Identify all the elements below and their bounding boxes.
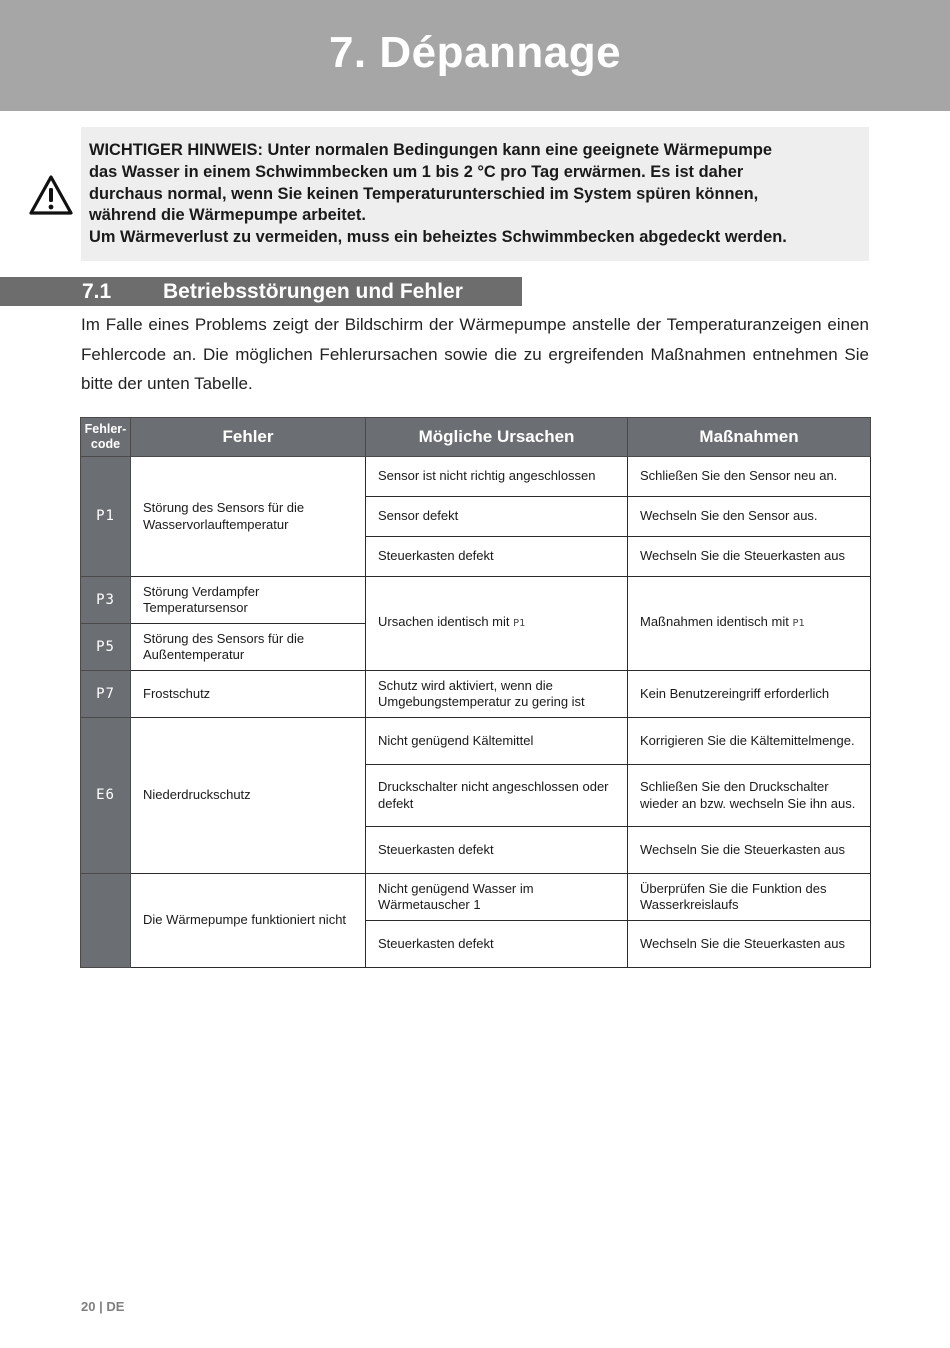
action-cell: Wechseln Sie die Steuerkasten aus — [628, 827, 871, 874]
fault-cell: Störung des Sensors für die Wasservorlauftemperatur — [131, 457, 366, 577]
error-code — [81, 874, 131, 968]
important-notice — [81, 127, 869, 261]
header-causes: Mögliche Ursachen — [366, 418, 628, 457]
action-cell: Maßnahmen identisch mit P1 — [628, 577, 871, 671]
code-reference: P1 — [513, 618, 526, 630]
section-number: 7.1 — [82, 280, 112, 303]
table-header-row — [81, 418, 871, 457]
action-cell: Schließen Sie den Sensor neu an. — [628, 457, 871, 497]
table-row — [81, 577, 871, 624]
error-code: P5 — [81, 624, 131, 671]
header-code: Fehler- code — [81, 418, 131, 457]
action-cell: Wechseln Sie die Steuerkasten aus — [628, 537, 871, 577]
cause-cell: Ursachen identisch mit P1 — [366, 577, 628, 671]
action-cell: Schließen Sie den Druckschalter wieder an bzw. wechseln Sie ihn aus. — [628, 765, 871, 827]
table-row — [81, 671, 871, 718]
cause-cell: Druckschalter nicht angeschlossen oder defekt — [366, 765, 628, 827]
table-row — [81, 718, 871, 765]
error-code: P1 — [81, 457, 131, 577]
table-row — [81, 874, 871, 921]
notice-line: Um Wärmeverlust zu vermeiden, muss ein beheiztes Schwimmbecken abgedeckt werden. — [89, 228, 787, 247]
action-cell: Kein Benutzereingriff erforderlich — [628, 671, 871, 718]
table-row — [81, 457, 871, 497]
action-cell: Wechseln Sie den Sensor aus. — [628, 497, 871, 537]
notice-line: WICHTIGER HINWEIS: Unter normalen Bedingungen kann eine geeignete Wärmepumpe — [89, 141, 773, 159]
fault-cell: Frostschutz — [131, 671, 366, 718]
fault-cell: Niederdruckschutz — [131, 718, 366, 874]
page-title: 7. Dépannage — [328, 28, 622, 77]
error-code: P7 — [81, 671, 131, 718]
notice-line: durchaus normal, wenn Sie keinen Temperaturunterschied im System spüren können, — [89, 184, 759, 203]
page-footer: 20 | DE — [81, 1299, 125, 1314]
header-fault: Fehler — [131, 418, 366, 457]
intro-paragraph: Im Falle eines Problems zeigt der Bildschirm der Wärmepumpe anstelle der Temperaturanzeigen einen Fehlercode an. Die möglichen Fehlerursachen sowie die zu ergreifenden Maßnahmen entnehmen Sie bitte der unten Tabelle. — [81, 315, 869, 393]
code-reference: P1 — [792, 618, 805, 630]
cause-cell: Sensor defekt — [366, 497, 628, 537]
cause-cell: Nicht genügend Kältemittel — [366, 718, 628, 765]
header-actions: Maßnahmen — [628, 418, 871, 457]
error-code: P3 — [81, 577, 131, 624]
cause-cell: Schutz wird aktiviert, wenn die Umgebungstemperatur zu gering ist — [366, 671, 628, 718]
action-cell: Wechseln Sie die Steuerkasten aus — [628, 921, 871, 968]
cause-cell: Steuerkasten defekt — [366, 921, 628, 968]
fault-cell: Die Wärmepumpe funktioniert nicht — [131, 874, 366, 968]
notice-line: das Wasser in einem Schwimmbecken um 1 bis 2 °C pro Tag erwärmen. Es ist daher — [89, 162, 744, 181]
cause-cell: Steuerkasten defekt — [366, 537, 628, 577]
error-code: E6 — [81, 718, 131, 874]
action-cell: Überprüfen Sie die Funktion des Wasserkreislaufs — [628, 874, 871, 921]
section-title: Betriebsstörungen und Fehler — [163, 280, 463, 303]
notice-line: während die Wärmepumpe arbeitet. — [89, 206, 366, 225]
section-heading — [0, 277, 522, 306]
fault-cell: Störung Verdampfer Temperatursensor — [131, 577, 366, 624]
cause-cell: Steuerkasten defekt — [366, 827, 628, 874]
cause-cell: Sensor ist nicht richtig angeschlossen — [366, 457, 628, 497]
warning-triangle-icon — [28, 174, 74, 216]
fault-cell: Störung des Sensors für die Außentemperatur — [131, 624, 366, 671]
error-table — [80, 417, 871, 968]
action-cell: Korrigieren Sie die Kältemittelmenge. — [628, 718, 871, 765]
cause-cell: Nicht genügend Wasser im Wärmetauscher 1 — [366, 874, 628, 921]
